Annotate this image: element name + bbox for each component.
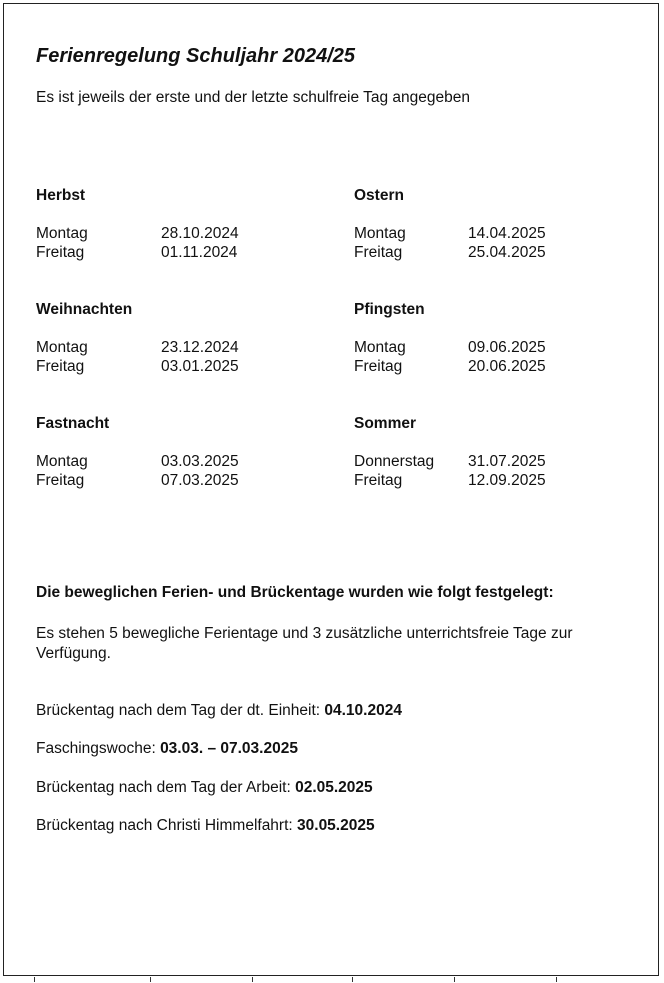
holiday-start-row [36, 224, 336, 243]
start-date: 31.07.2025 [468, 453, 546, 470]
holiday-end-row [354, 243, 654, 262]
end-weekday: Freitag [36, 244, 85, 261]
holiday-start-row [36, 452, 336, 471]
end-date: 12.09.2025 [468, 472, 546, 489]
start-weekday: Montag [36, 225, 88, 242]
holiday-start-row [354, 224, 654, 243]
start-date: 09.06.2025 [468, 339, 546, 356]
start-weekday: Montag [36, 453, 88, 470]
bridge-label: Brückentag nach dem Tag der dt. Einheit: [36, 702, 325, 719]
document-title: Ferienregelung Schuljahr 2024/25 [36, 45, 356, 67]
start-date: 14.04.2025 [468, 225, 546, 242]
holiday-section-fastnacht [36, 414, 336, 490]
bridge-day-himmelfahrt [36, 817, 375, 835]
end-weekday: Freitag [354, 472, 403, 489]
holiday-section-herbst [36, 186, 336, 262]
start-weekday: Donnerstag [354, 453, 435, 470]
end-date: 20.06.2025 [468, 358, 546, 375]
holiday-heading: Herbst [36, 187, 86, 204]
holiday-heading: Pfingsten [354, 301, 425, 318]
start-weekday: Montag [354, 225, 406, 242]
holiday-heading: Sommer [354, 415, 417, 432]
end-date: 01.11.2024 [161, 244, 238, 261]
page-bottom-ruler [0, 977, 664, 983]
holiday-section-ostern [354, 186, 654, 262]
start-date: 28.10.2024 [161, 225, 239, 242]
holiday-section-pfingsten [354, 300, 654, 376]
start-weekday: Montag [354, 339, 406, 356]
bridge-date: 02.05.2025 [295, 779, 373, 796]
bridge-label: Faschingswoche: [36, 740, 161, 757]
end-weekday: Freitag [36, 358, 85, 375]
end-weekday: Freitag [354, 358, 403, 375]
bridge-day-arbeit [36, 779, 373, 797]
end-date: 03.01.2025 [161, 358, 239, 375]
bridge-date: 30.05.2025 [297, 817, 375, 834]
holiday-section-weihnachten [36, 300, 336, 376]
end-weekday: Freitag [36, 472, 85, 489]
holiday-start-row [354, 452, 654, 471]
end-date: 25.04.2025 [468, 244, 546, 261]
holiday-heading: Ostern [354, 187, 404, 204]
holiday-end-row [36, 243, 336, 262]
holiday-end-row [354, 471, 654, 490]
bridge-day-einheit [36, 702, 402, 720]
holiday-start-row [36, 338, 336, 357]
holiday-end-row [36, 471, 336, 490]
end-weekday: Freitag [354, 244, 403, 261]
holiday-section-sommer [354, 414, 654, 490]
start-date: 23.12.2024 [161, 339, 239, 356]
bridge-day-fasching [36, 740, 298, 758]
holiday-start-row [354, 338, 654, 357]
end-date: 07.03.2025 [161, 472, 239, 489]
bridge-label: Brückentag nach dem Tag der Arbeit: [36, 779, 296, 796]
bridge-label: Brückentag nach Christi Himmelfahrt: [36, 817, 298, 834]
document-subtitle: Es ist jeweils der erste und der letzte schulfreie Tag angegeben [36, 89, 470, 106]
holiday-end-row [354, 357, 654, 376]
start-date: 03.03.2025 [161, 453, 239, 470]
movable-days-heading: Die beweglichen Ferien- und Brückentage wurden wie folgt festgelegt: [36, 584, 554, 601]
movable-days-description: Es stehen 5 bewegliche Ferientage und 3 zusätzliche unterrichtsfreie Tage zur Verfügung. [36, 625, 573, 662]
bridge-date: 04.10.2024 [324, 702, 402, 719]
start-weekday: Montag [36, 339, 88, 356]
holiday-end-row [36, 357, 336, 376]
holiday-heading: Fastnacht [36, 415, 110, 432]
holiday-heading: Weihnachten [36, 301, 133, 318]
bridge-date: 03.03. – 07.03.2025 [160, 740, 298, 757]
